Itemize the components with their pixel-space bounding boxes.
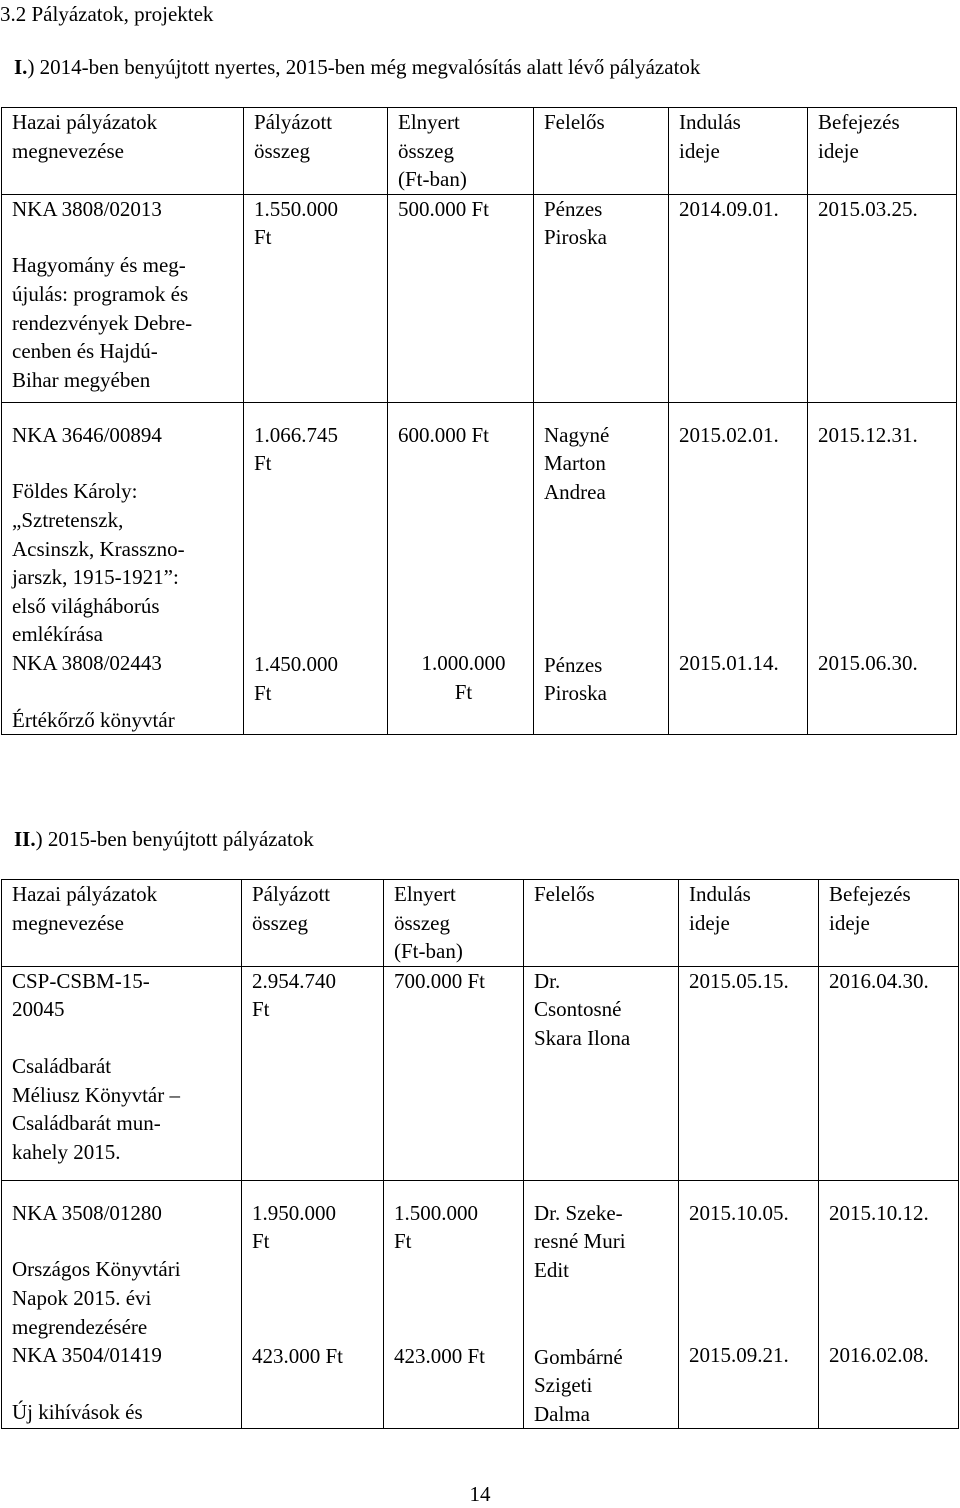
project-name-cell: NKA 3808/02013 Hagyomány és meg- újulás: programok és rendezvények Debre- cenben és Hajdú- Bihar megyében xyxy=(2,194,244,402)
part1-heading-text: ) 2014-ben benyújtott nyertes, 2015-ben még megvalósítás alatt lévő pályázatok xyxy=(27,55,701,79)
won-amount: 600.000 Ft 1.000.000 Ft xyxy=(388,402,534,734)
requested-amount: 1.950.000 Ft 423.000 Ft xyxy=(242,1180,384,1429)
part2-heading-prefix: II. xyxy=(14,827,36,851)
won-amount: 700.000 Ft xyxy=(384,966,524,1180)
requested-amount: 1.066.745 Ft 1.450.000 Ft xyxy=(244,402,388,734)
project-name-cell: CSP-CSBM-15- 20045 Családbarát Méliusz Könyvtár – Családbarát mun- kahely 2015. xyxy=(2,966,242,1180)
header-start: Indulás ideje xyxy=(679,880,819,967)
end-date: 2015.03.25. xyxy=(808,194,957,402)
start-date: 2015.05.15. xyxy=(679,966,819,1180)
end-date: 2015.10.12. 2016.02.08. xyxy=(819,1180,959,1429)
header-responsible: Felelős xyxy=(524,880,679,967)
part1-heading xyxy=(14,53,700,81)
header-won: Elnyert összeg (Ft-ban) xyxy=(388,108,534,195)
project-code: NKA 3808/02013 xyxy=(12,196,162,221)
requested-amount: 2.954.740 Ft xyxy=(242,966,384,1180)
end-date: 2016.04.30. xyxy=(819,966,959,1180)
project-name-cell: NKA 3646/00894 Földes Károly: „Sztretenszk, Acsinszk, Krasszno- jarszk, 1915-1921”: első világháborús emlékírása NKA 3808/02443 Értékőrző könyvtár xyxy=(2,402,244,734)
responsible-person: Nagyné Marton Andrea Pénzes Piroska xyxy=(534,402,669,734)
header-requested: Pályázott összeg xyxy=(242,880,384,967)
start-date: 2015.02.01. 2015.01.14. xyxy=(669,402,808,734)
part1-table xyxy=(1,107,957,735)
header-requested: Pályázott összeg xyxy=(244,108,388,195)
header-end: Befejezés ideje xyxy=(808,108,957,195)
header-responsible: Felelős xyxy=(534,108,669,195)
responsible-person: Dr. Szeke- resné Muri Edit Gombárné Szigeti Dalma xyxy=(524,1180,679,1429)
project-code: NKA 3504/01419 xyxy=(12,1343,162,1368)
responsible-person: Dr. Csontosné Skara Ilona xyxy=(524,966,679,1180)
responsible-person: Pénzes Piroska xyxy=(534,194,669,402)
project-name-cell: NKA 3508/01280 Országos Könyvtári Napok 2015. évi megrendezésére NKA 3504/01419 Új kihívások és xyxy=(2,1180,242,1429)
won-amount: 500.000 Ft xyxy=(388,194,534,402)
header-name: Hazai pályázatok megnevezése xyxy=(2,108,244,195)
header-end: Befejezés ideje xyxy=(819,880,959,967)
header-won: Elnyert összeg (Ft-ban) xyxy=(384,880,524,967)
project-code: NKA 3508/01280 xyxy=(12,1200,162,1225)
start-date: 2015.10.05. 2015.09.21. xyxy=(679,1180,819,1429)
table-row xyxy=(2,1180,959,1429)
project-code: NKA 3646/00894 xyxy=(12,422,162,447)
start-date: 2014.09.01. xyxy=(669,194,808,402)
table-row xyxy=(2,194,957,402)
part1-header-row xyxy=(2,108,957,195)
part2-table xyxy=(1,879,959,1429)
part2-heading xyxy=(14,825,314,853)
part1-heading-prefix: I. xyxy=(14,55,28,79)
section-title: 3.2 Pályázatok, projektek xyxy=(0,2,214,26)
end-date: 2015.12.31. 2015.06.30. xyxy=(808,402,957,734)
project-code: CSP-CSBM-15- xyxy=(12,968,150,993)
part2-heading-text: ) 2015-ben benyújtott pályázatok xyxy=(35,827,314,851)
header-name: Hazai pályázatok megnevezése xyxy=(2,880,242,967)
page-number: 14 xyxy=(469,1482,491,1506)
header-start: Indulás ideje xyxy=(669,108,808,195)
won-amount: 1.500.000 Ft 423.000 Ft xyxy=(384,1180,524,1429)
requested-amount: 1.550.000 Ft xyxy=(244,194,388,402)
part2-header-row xyxy=(2,880,959,967)
project-code: NKA 3808/02443 xyxy=(12,650,162,675)
table-row xyxy=(2,402,957,734)
table-row xyxy=(2,966,959,1180)
